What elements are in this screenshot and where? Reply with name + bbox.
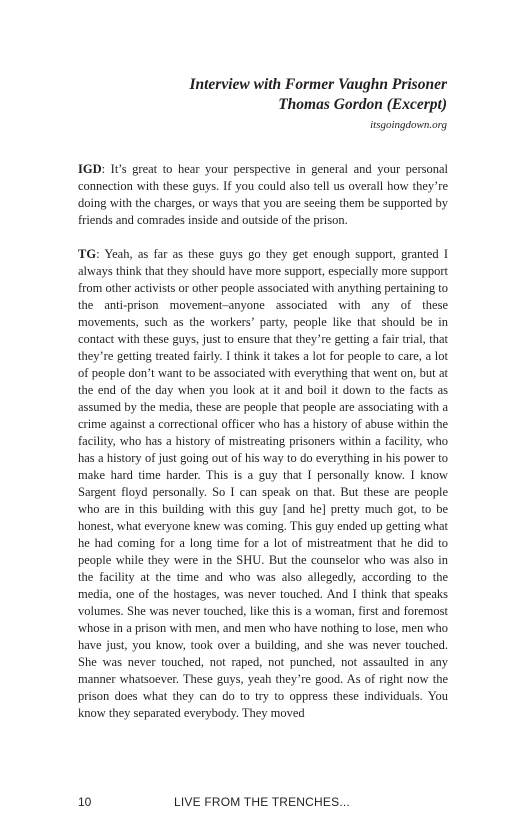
article-title-line-1: Interview with Former Vaughn Prisoner	[189, 76, 447, 93]
article-source: itsgoingdown.org	[370, 119, 447, 131]
paragraph-text: : It’s great to hear your perspective in general and your personal connection with these guys. If you could also tell us overall how they’re doing with the charges, or ways that you are seeing them be supported by friends and comrades inside and outside of the prison.	[78, 162, 448, 227]
paragraph-text: : Yeah, as far as these guys go they get enough support, granted I always think that they should have more support, especially more support from other activists or other people associated with anything pertaining to the anti-prison movement–anyone associated with any of these movements, such as the workers’ party, people like that should be in contact with these guys, just to ensure that they’re getting a fair trial, that they’re getting treated fairly. I think it takes a lot for people to care, a lot of people don’t want to be associated with everything that went on, but at the end of the day when you look at it and boil it down to the facts as assumed by the media, these are people that people are associating with a crime against a correctional officer who has a history of abuse within the facility, who has a history of mistreating prisoners within a facility, who has a history of just going out of his way to do everything in his power to make hard time harder. This is a guy that I personally know. I know Sargent floyd personally. So I can speak on that. But these are people who are in this building with this guy [and he] pretty much got, to be honest, what everyone knew was coming. This guy ended up getting what he had coming for a long time for a lot of mistreatment that he did to people while they were in the SHU. But the counselor who was also in the facility at the time and who was also allegedly, according to the media, one of the hostages, was never touched. And I think that speaks volumes. She was never touched, like this is a woman, first and foremost whose in a prison with men, and men who have nothing to lose, men who have just, you know, took over a building, and she was never touched. She was never touched, not raped, not punched, not assaulted in any manner whatsoever. These guys, yeah they’re good. As of right now the prison does what they can do to try to oppress these individuals. You know they separated everybody. They moved	[78, 247, 448, 720]
interview-paragraph-igd	[78, 161, 448, 229]
article-title-line-2: Thomas Gordon (Excerpt)	[278, 96, 447, 113]
interview-body	[78, 161, 448, 739]
interview-paragraph-tg	[78, 246, 448, 722]
running-head: LIVE FROM THE TRENCHES...	[174, 795, 350, 809]
page-number: 10	[78, 795, 92, 809]
article-header	[189, 75, 447, 133]
speaker-label: TG	[78, 247, 97, 261]
speaker-label: IGD	[78, 162, 102, 176]
